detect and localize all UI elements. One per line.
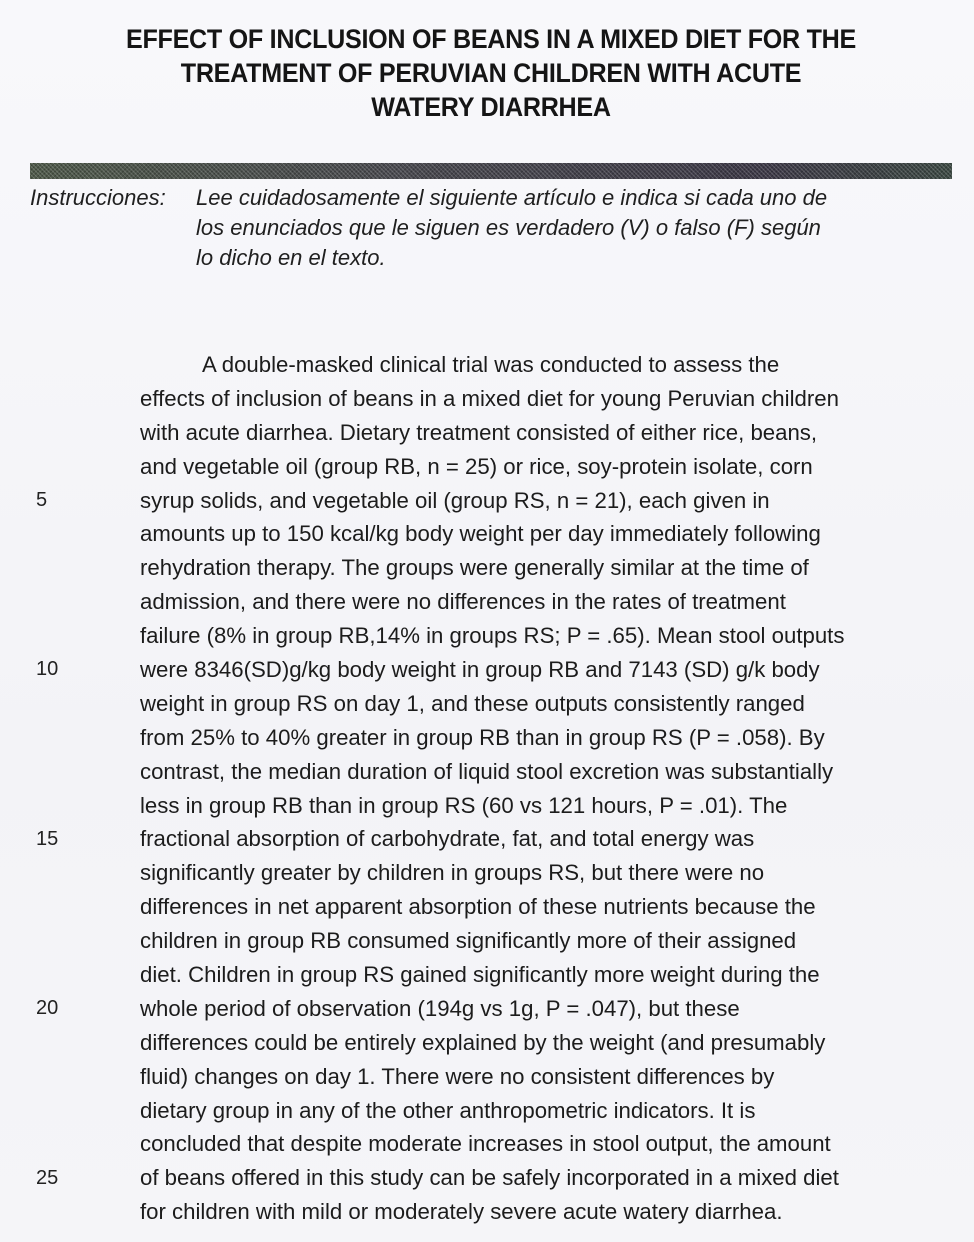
article-line: A double-masked clinical trial was conducted to assess the: [202, 352, 780, 377]
article-line: were 8346(SD)g/kg body weight in group RB and 7143 (SD) g/k body: [140, 657, 820, 683]
article-line: fluid) changes on day 1. There were no consistent differences by: [140, 1063, 775, 1089]
instructions-line: lo dicho en el texto.: [196, 245, 386, 270]
article-body: [140, 348, 950, 1229]
article-line: concluded that despite moderate increases in stool output, the amount: [140, 1131, 831, 1157]
article-line: differences in net apparent absorption of these nutrients because the: [140, 894, 816, 920]
article-line: failure (8% in group RB,14% in groups RS; P = .65). Mean stool outputs: [140, 623, 845, 649]
document-title: [34, 22, 947, 124]
instructions-text: [196, 183, 946, 273]
article-line: diet. Children in group RS gained significantly more weight during the: [140, 962, 820, 988]
title-line: WATERY DIARRHEA: [371, 92, 611, 122]
line-number: 25: [36, 1166, 59, 1189]
article-line: effects of inclusion of beans in a mixed diet for young Peruvian children: [140, 385, 839, 411]
title-line: TREATMENT OF PERUVIAN CHILDREN WITH ACUTE: [180, 58, 802, 88]
article-line: differences could be entirely explained by the weight (and presumably: [140, 1029, 826, 1055]
article-line: significantly greater by children in groups RS, but there were no: [140, 860, 765, 886]
article-line: for children with mild or moderately severe acute watery diarrhea.: [140, 1199, 783, 1225]
article-line: with acute diarrhea. Dietary treatment consisted of either rice, beans,: [140, 419, 818, 445]
line-number: 15: [36, 827, 59, 850]
article-line: syrup solids, and vegetable oil (group RS, n = 21), each given in: [140, 487, 770, 513]
title-line: EFFECT OF INCLUSION OF BEANS IN A MIXED DIET FOR THE: [126, 24, 856, 54]
article-line: dietary group in any of the other anthropometric indicators. It is: [140, 1097, 756, 1123]
article-line: admission, and there were no differences in the rates of treatment: [140, 589, 786, 615]
article-line: and vegetable oil (group RB, n = 25) or rice, soy-protein isolate, corn: [140, 453, 813, 479]
instructions-label: Instrucciones:: [30, 185, 166, 210]
instructions-line: los enunciados que le siguen es verdadero (V) o falso (F) según: [196, 215, 821, 240]
line-number: 5: [36, 488, 48, 511]
article-line: rehydration therapy. The groups were generally similar at the time of: [140, 555, 809, 581]
article-line: fractional absorption of carbohydrate, fat, and total energy was: [140, 826, 755, 852]
article-line: of beans offered in this study can be safely incorporated in a mixed diet: [140, 1165, 839, 1191]
decorative-divider-bar: [30, 163, 952, 179]
line-number: 20: [36, 997, 59, 1020]
article-line: amounts up to 150 kcal/kg body weight per day immediately following: [140, 521, 821, 547]
article-line: weight in group RS on day 1, and these outputs consistently ranged: [140, 690, 805, 716]
line-number: 10: [36, 658, 59, 681]
article-line: children in group RB consumed significantly more of their assigned: [140, 928, 797, 954]
article-line: whole period of observation (194g vs 1g, P = .047), but these: [140, 995, 740, 1021]
article-line: from 25% to 40% greater in group RB than in group RS (P = .058). By: [140, 724, 825, 750]
instructions-line: Lee cuidadosamente el siguiente artículo e indica si cada uno de: [196, 185, 828, 210]
article-line: less in group RB than in group RS (60 vs 121 hours, P = .01). The: [140, 792, 788, 818]
article-line: contrast, the median duration of liquid stool excretion was substantially: [140, 758, 834, 784]
